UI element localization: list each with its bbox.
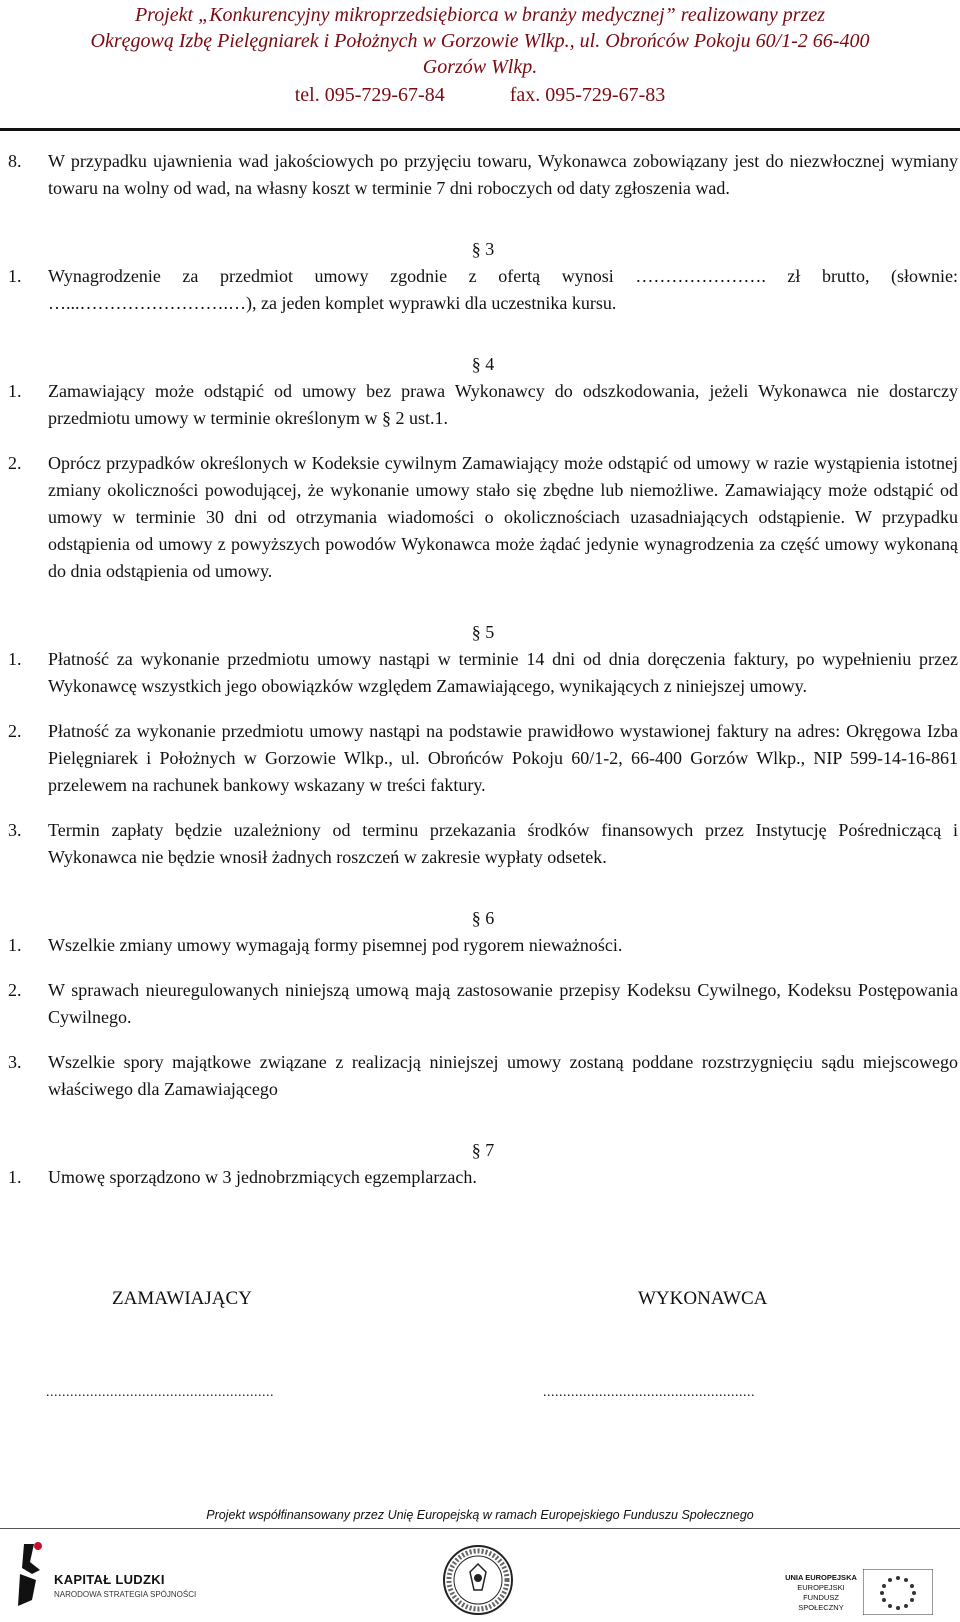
paragraph-spacer bbox=[8, 799, 958, 817]
eu-logo-line-1: UNIA EUROPEJSKA bbox=[785, 1573, 857, 1582]
footer-funding-note: Projekt współfinansowany przez Unię Europejską w ramach Europejskiego Funduszu Społecznego bbox=[206, 1508, 754, 1522]
clause-text: Oprócz przypadków określonych w Kodeksie cywilnym Zamawiający może odstąpić od umowy w razie wystąpienia istotnej zmiany okoliczności powodującej, że wykonanie umowy stało się zbędne lub niemożliwe. Zamawiający może odstąpić od umowy w terminie 30 dni od otrzymania wiadomości o okolicznościach uzasadniających odstąpienie. W przypadku odstąpienia od umowy z powyższych powodów Wykonawca może żądać jedynie wynagrodzenia za część umowy wykonaną do dnia odstąpienia od umowy. bbox=[48, 453, 958, 581]
kapital-ludzki-title: KAPITAŁ LUDZKI bbox=[54, 1572, 165, 1587]
clause-text: Zamawiający może odstąpić od umowy bez prawa Wykonawcy do odszkodowania, jeżeli Wykonawca nie dostarczy przedmiotu umowy w terminie określonym w § 2 ust.1. bbox=[48, 381, 958, 428]
clause-number: 2. bbox=[8, 453, 22, 473]
header-fax: fax. 095-729-67-83 bbox=[509, 84, 666, 106]
section-heading: § 4 bbox=[471, 354, 495, 374]
clause-text: Wynagrodzenie za przedmiot umowy zgodnie z ofertą wynosi …………………. zł brutto, (słownie: …...…………………….…), za jeden komplet wyprawki dla uczestnika kursu. bbox=[48, 266, 958, 313]
clause bbox=[8, 148, 958, 202]
clause-text: Termin zapłaty będzie uzależniony od terminu przekazania środków finansowych przez Instytucję Pośredniczącą i Wykonawca nie będzie wnosił żadnych roszczeń w zakresie wypłaty odsetek. bbox=[48, 820, 958, 867]
signature-line-buyer: ......................................................... bbox=[46, 1385, 274, 1400]
eu-logo-text bbox=[785, 1573, 857, 1613]
clause-text: W przypadku ujawnienia wad jakościowych po przyjęciu towaru, Wykonawca zobowiązany jest do niezwłocznej wymiany towaru na wolny od wad, na własny koszt w terminie 7 dni roboczych od daty zgłoszenia wad. bbox=[48, 151, 958, 198]
section-heading: § 6 bbox=[471, 908, 495, 928]
clause-text: Płatność za wykonanie przedmiotu umowy nastąpi na podstawie prawidłowo wystawionej faktury na adres: Okręgowa Izba Pielęgniarek i Położnych w Gorzowie Wlkp., ul. Obrońców Pokoju 60/1-2, 66-400 Gorzów Wlkp., NIP 599-14-16-861 przelewem na rachunek bankowy wskazany w treści faktury. bbox=[48, 721, 958, 795]
header-divider bbox=[0, 128, 960, 131]
clause bbox=[8, 1164, 958, 1191]
clause bbox=[8, 646, 958, 700]
kapital-ludzki-subtitle: NARODOWA STRATEGIA SPÓJNOŚCI bbox=[54, 1590, 197, 1599]
clause-text: Umowę sporządzono w 3 jednobrzmiących egzemplarzach. bbox=[48, 1167, 477, 1187]
clause-number: 1. bbox=[8, 649, 22, 669]
clause-text: Płatność za wykonanie przedmiotu umowy nastąpi w terminie 14 dni od dnia doręczenia faktury, po wypełnieniu przez Wykonawcę wszystkich jego obowiązków względem Zamawiającego, wynikających z niniejszej umowy. bbox=[48, 649, 958, 696]
header-phone: tel. 095-729-67-84 bbox=[294, 84, 445, 106]
clause-number: 1. bbox=[8, 935, 22, 955]
section-heading: § 3 bbox=[471, 239, 495, 259]
clause bbox=[8, 977, 958, 1031]
clause bbox=[8, 450, 958, 585]
paragraph-spacer bbox=[8, 432, 958, 450]
clause-number: 3. bbox=[8, 820, 22, 840]
clause-number: 1. bbox=[8, 266, 22, 286]
clause bbox=[8, 718, 958, 799]
clause bbox=[8, 263, 958, 317]
clause-text: W sprawach nieuregulowanych niniejszą umową mają zastosowanie przepisy Kodeksu Cywilnego, Kodeksu Postępowania Cywilnego. bbox=[48, 980, 958, 1027]
header-line-1: Projekt „Konkurencyjny mikroprzedsiębiorca w branży medycznej” realizowany przez bbox=[134, 4, 826, 26]
signature-line-contractor: ..................................................... bbox=[543, 1385, 755, 1400]
kapital-ludzki-logo bbox=[10, 1540, 210, 1610]
clause-number: 8. bbox=[8, 151, 22, 171]
eu-flag-icon bbox=[863, 1569, 933, 1615]
document-header bbox=[0, 2, 960, 108]
signature-label-buyer: ZAMAWIAJĄCY bbox=[112, 1288, 252, 1309]
chamber-seal-logo bbox=[438, 1542, 518, 1617]
clause-number: 1. bbox=[8, 1167, 22, 1187]
eu-logo bbox=[777, 1567, 947, 1617]
clause-number: 2. bbox=[8, 980, 22, 1000]
clause-number: 3. bbox=[8, 1052, 22, 1072]
paragraph-spacer bbox=[8, 700, 958, 718]
footer-divider bbox=[0, 1528, 960, 1529]
clause-text: Wszelkie spory majątkowe związane z realizacją niniejszej umowy zostaną poddane rozstrzygnięciu sądu miejscowego właściwego dla Zamawiającego bbox=[48, 1052, 958, 1099]
clause bbox=[8, 817, 958, 871]
clause bbox=[8, 1049, 958, 1103]
header-line-3: Gorzów Wlkp. bbox=[422, 56, 538, 78]
clause-number: 1. bbox=[8, 381, 22, 401]
clause-number: 2. bbox=[8, 721, 22, 741]
header-contact bbox=[0, 82, 960, 108]
clause bbox=[8, 378, 958, 432]
eu-logo-line-2: EUROPEJSKI bbox=[797, 1583, 845, 1592]
eu-logo-line-3: FUNDUSZ SPOŁECZNY bbox=[798, 1593, 844, 1612]
clause bbox=[8, 932, 958, 959]
clause-text: Wszelkie zmiany umowy wymagają formy pisemnej pod rygorem nieważności. bbox=[48, 935, 623, 955]
chamber-seal-icon bbox=[438, 1542, 518, 1617]
document-body bbox=[8, 148, 958, 1191]
section-heading: § 5 bbox=[471, 622, 495, 642]
paragraph-spacer bbox=[8, 1031, 958, 1049]
signature-label-contractor: WYKONAWCA bbox=[638, 1288, 768, 1309]
header-line-2: Okręgową Izbę Pielęgniarek i Położnych w Gorzowie Wlkp., ul. Obrońców Pokoju 60/1-2 66-400 bbox=[90, 30, 870, 52]
paragraph-spacer bbox=[8, 959, 958, 977]
kapital-ludzki-icon bbox=[10, 1540, 50, 1610]
section-heading: § 7 bbox=[471, 1140, 495, 1160]
